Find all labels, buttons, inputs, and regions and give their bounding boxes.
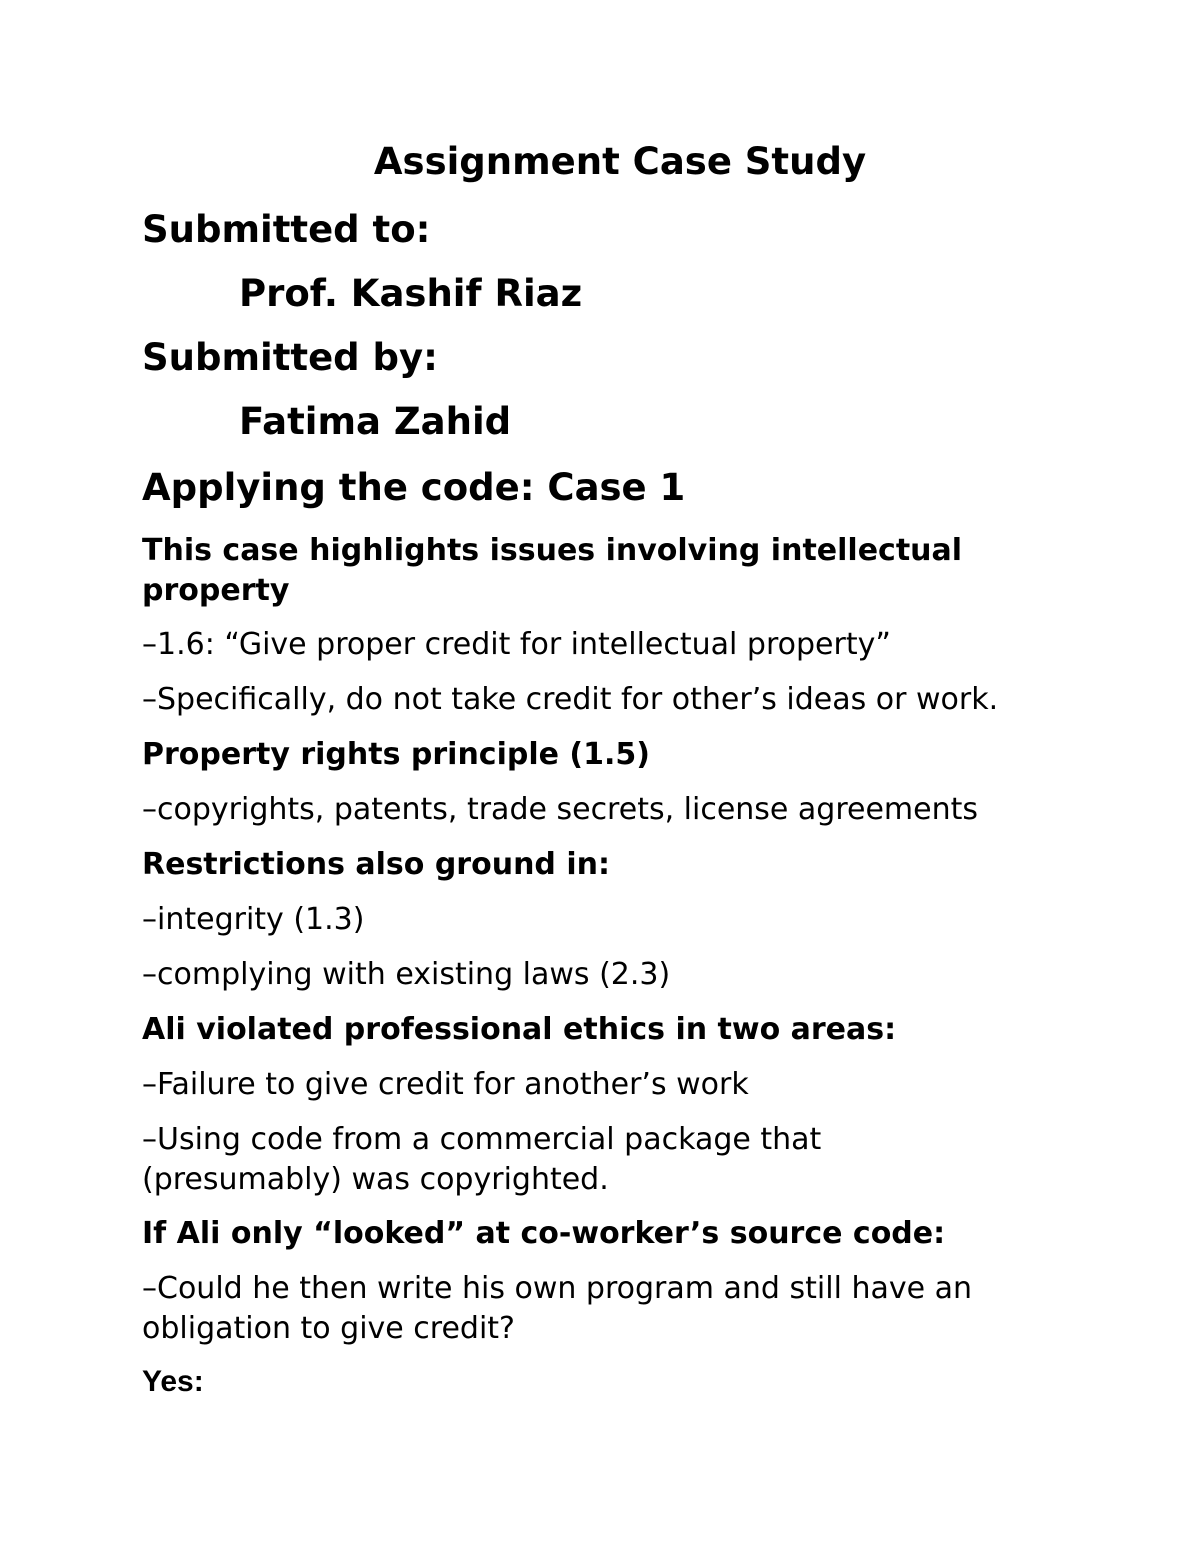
submitted-to-label: Submitted to: (142, 208, 431, 251)
case-heading: Applying the code: Case 1 (142, 466, 686, 509)
section-item: –Failure to give credit for another’s work (142, 1067, 749, 1102)
document-title: Assignment Case Study (373, 140, 867, 183)
section-heading: Restrictions also ground in: (142, 847, 610, 882)
section-heading: If Ali only “looked” at co-worker’s source code: (142, 1216, 946, 1251)
section-item: –Using code from a commercial package that (presumably) was copyrighted. (142, 1122, 822, 1197)
section-item: –Specifically, do not take credit for other’s ideas or work. (142, 682, 999, 717)
submitted-by-label: Submitted by: (142, 336, 438, 379)
section-heading: Ali violated professional ethics in two areas: (142, 1012, 897, 1047)
section-item: –1.6: “Give proper credit for intellectual property” (142, 627, 891, 662)
section-item: –Could he then write his own program and still have an obligation to give credit? (142, 1271, 972, 1346)
section-heading: Property rights principle (1.5) (142, 737, 650, 772)
yes-label: Yes: (142, 1365, 204, 1398)
section-item: –copyrights, patents, trade secrets, license agreements (142, 792, 979, 827)
section-item: –complying with existing laws (2.3) (142, 957, 671, 992)
section-item: –integrity (1.3) (142, 902, 365, 937)
submitted-by-name: Fatima Zahid (239, 400, 512, 443)
section-heading: This case highlights issues involving intellectual property (142, 533, 963, 608)
submitted-to-name: Prof. Kashif Riaz (239, 272, 583, 315)
